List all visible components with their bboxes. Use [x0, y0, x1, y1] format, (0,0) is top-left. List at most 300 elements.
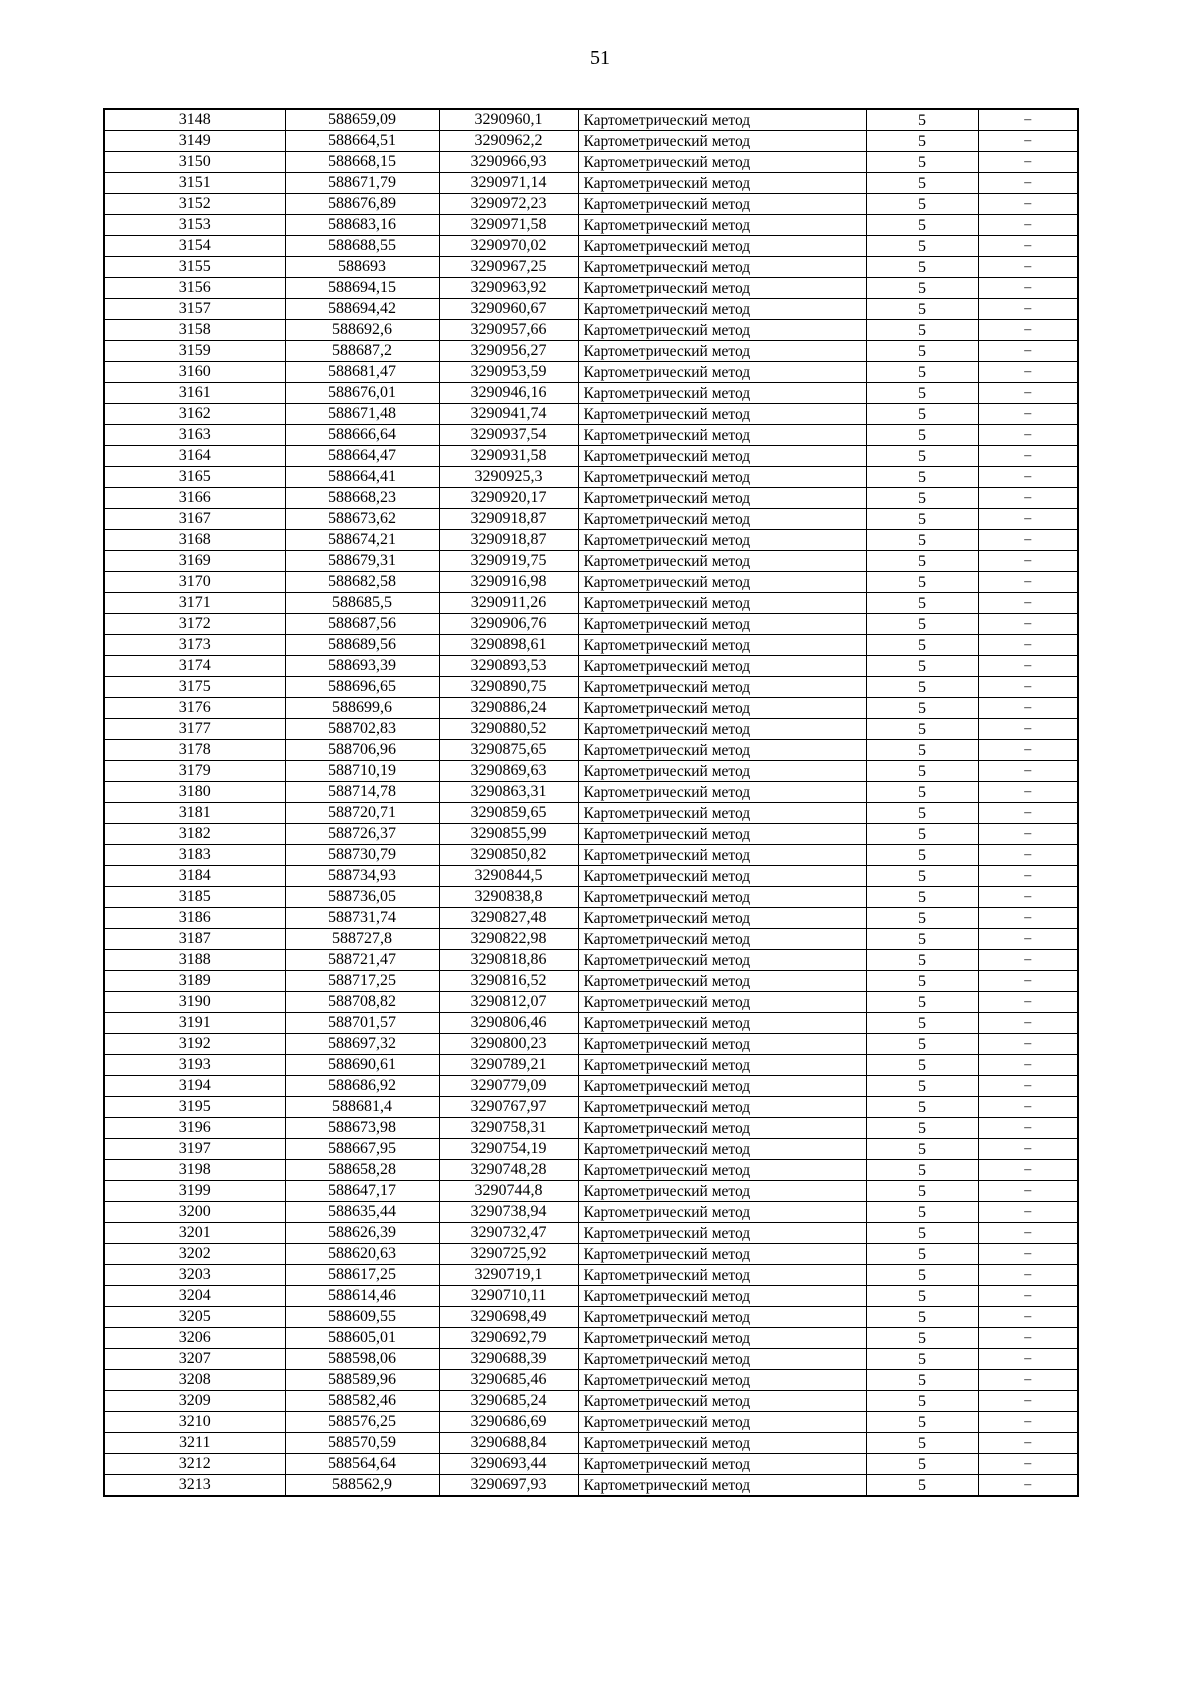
note-cell: –	[978, 320, 1078, 341]
x-coordinate-cell: 588598,06	[285, 1349, 439, 1370]
method-cell: Картометрический метод	[578, 614, 866, 635]
method-cell: Картометрический метод	[578, 341, 866, 362]
method-cell: Картометрический метод	[578, 1454, 866, 1475]
y-coordinate-cell: 3290946,16	[439, 383, 578, 404]
note-cell: –	[978, 908, 1078, 929]
point-number-cell: 3210	[104, 1412, 285, 1433]
y-coordinate-cell: 3290970,02	[439, 236, 578, 257]
accuracy-cell: 5	[866, 866, 978, 887]
x-coordinate-cell: 588617,25	[285, 1265, 439, 1286]
x-coordinate-cell: 588682,58	[285, 572, 439, 593]
accuracy-cell: 5	[866, 299, 978, 320]
method-cell: Картометрический метод	[578, 152, 866, 173]
note-cell: –	[978, 1370, 1078, 1391]
accuracy-cell: 5	[866, 1055, 978, 1076]
y-coordinate-cell: 3290918,87	[439, 530, 578, 551]
table-row	[104, 509, 1078, 530]
y-coordinate-cell: 3290963,92	[439, 278, 578, 299]
point-number-cell: 3169	[104, 551, 285, 572]
point-number-cell: 3193	[104, 1055, 285, 1076]
point-number-cell: 3212	[104, 1454, 285, 1475]
note-cell: –	[978, 341, 1078, 362]
table-row	[104, 572, 1078, 593]
note-cell: –	[978, 992, 1078, 1013]
note-cell: –	[978, 887, 1078, 908]
note-cell: –	[978, 1034, 1078, 1055]
point-number-cell: 3187	[104, 929, 285, 950]
x-coordinate-cell: 588721,47	[285, 950, 439, 971]
accuracy-cell: 5	[866, 215, 978, 236]
table-row	[104, 488, 1078, 509]
y-coordinate-cell: 3290953,59	[439, 362, 578, 383]
note-cell: –	[978, 593, 1078, 614]
method-cell: Картометрический метод	[578, 362, 866, 383]
y-coordinate-cell: 3290806,46	[439, 1013, 578, 1034]
note-cell: –	[978, 656, 1078, 677]
note-cell: –	[978, 467, 1078, 488]
table-row	[104, 656, 1078, 677]
note-cell: –	[978, 1181, 1078, 1202]
method-cell: Картометрический метод	[578, 887, 866, 908]
accuracy-cell: 5	[866, 383, 978, 404]
table-row	[104, 194, 1078, 215]
y-coordinate-cell: 3290710,11	[439, 1286, 578, 1307]
note-cell: –	[978, 1076, 1078, 1097]
point-number-cell: 3207	[104, 1349, 285, 1370]
point-number-cell: 3153	[104, 215, 285, 236]
y-coordinate-cell: 3290967,25	[439, 257, 578, 278]
note-cell: –	[978, 761, 1078, 782]
table-row	[104, 593, 1078, 614]
point-number-cell: 3173	[104, 635, 285, 656]
table-row	[104, 362, 1078, 383]
accuracy-cell: 5	[866, 446, 978, 467]
table-row	[104, 173, 1078, 194]
point-number-cell: 3171	[104, 593, 285, 614]
x-coordinate-cell: 588679,31	[285, 551, 439, 572]
note-cell: –	[978, 257, 1078, 278]
table-row	[104, 1139, 1078, 1160]
accuracy-cell: 5	[866, 1181, 978, 1202]
method-cell: Картометрический метод	[578, 677, 866, 698]
accuracy-cell: 5	[866, 194, 978, 215]
accuracy-cell: 5	[866, 1118, 978, 1139]
note-cell: –	[978, 1475, 1078, 1497]
method-cell: Картометрический метод	[578, 656, 866, 677]
table-row	[104, 866, 1078, 887]
accuracy-cell: 5	[866, 929, 978, 950]
table-row	[104, 614, 1078, 635]
note-cell: –	[978, 1139, 1078, 1160]
x-coordinate-cell: 588701,57	[285, 1013, 439, 1034]
method-cell: Картометрический метод	[578, 1286, 866, 1307]
point-number-cell: 3175	[104, 677, 285, 698]
accuracy-cell: 5	[866, 362, 978, 383]
table-row	[104, 635, 1078, 656]
table-row	[104, 908, 1078, 929]
accuracy-cell: 5	[866, 1139, 978, 1160]
method-cell: Картометрический метод	[578, 782, 866, 803]
point-number-cell: 3155	[104, 257, 285, 278]
x-coordinate-cell: 588726,37	[285, 824, 439, 845]
accuracy-cell: 5	[866, 677, 978, 698]
accuracy-cell: 5	[866, 803, 978, 824]
y-coordinate-cell: 3290693,44	[439, 1454, 578, 1475]
x-coordinate-cell: 588690,61	[285, 1055, 439, 1076]
y-coordinate-cell: 3290941,74	[439, 404, 578, 425]
point-number-cell: 3154	[104, 236, 285, 257]
point-number-cell: 3159	[104, 341, 285, 362]
table-row	[104, 992, 1078, 1013]
y-coordinate-cell: 3290827,48	[439, 908, 578, 929]
accuracy-cell: 5	[866, 1013, 978, 1034]
table-row	[104, 1202, 1078, 1223]
accuracy-cell: 5	[866, 635, 978, 656]
method-cell: Картометрический метод	[578, 1055, 866, 1076]
method-cell: Картометрический метод	[578, 257, 866, 278]
method-cell: Картометрический метод	[578, 488, 866, 509]
accuracy-cell: 5	[866, 278, 978, 299]
note-cell: –	[978, 971, 1078, 992]
y-coordinate-cell: 3290685,24	[439, 1391, 578, 1412]
table-row	[104, 1076, 1078, 1097]
note-cell: –	[978, 236, 1078, 257]
accuracy-cell: 5	[866, 1223, 978, 1244]
x-coordinate-cell: 588589,96	[285, 1370, 439, 1391]
x-coordinate-cell: 588693,39	[285, 656, 439, 677]
x-coordinate-cell: 588676,01	[285, 383, 439, 404]
x-coordinate-cell: 588658,28	[285, 1160, 439, 1181]
y-coordinate-cell: 3290732,47	[439, 1223, 578, 1244]
table-row	[104, 1034, 1078, 1055]
note-cell: –	[978, 1454, 1078, 1475]
note-cell: –	[978, 194, 1078, 215]
table-row	[104, 320, 1078, 341]
point-number-cell: 3172	[104, 614, 285, 635]
note-cell: –	[978, 215, 1078, 236]
table-row	[104, 109, 1078, 131]
accuracy-cell: 5	[866, 1412, 978, 1433]
x-coordinate-cell: 588668,23	[285, 488, 439, 509]
table-row	[104, 278, 1078, 299]
x-coordinate-cell: 588710,19	[285, 761, 439, 782]
x-coordinate-cell: 588576,25	[285, 1412, 439, 1433]
x-coordinate-cell: 588647,17	[285, 1181, 439, 1202]
accuracy-cell: 5	[866, 950, 978, 971]
accuracy-cell: 5	[866, 530, 978, 551]
point-number-cell: 3181	[104, 803, 285, 824]
note-cell: –	[978, 1265, 1078, 1286]
point-number-cell: 3163	[104, 425, 285, 446]
method-cell: Картометрический метод	[578, 131, 866, 152]
accuracy-cell: 5	[866, 572, 978, 593]
point-number-cell: 3170	[104, 572, 285, 593]
accuracy-cell: 5	[866, 719, 978, 740]
point-number-cell: 3185	[104, 887, 285, 908]
x-coordinate-cell: 588688,55	[285, 236, 439, 257]
table-row	[104, 425, 1078, 446]
table-row	[104, 950, 1078, 971]
note-cell: –	[978, 572, 1078, 593]
note-cell: –	[978, 1055, 1078, 1076]
note-cell: –	[978, 614, 1078, 635]
note-cell: –	[978, 1349, 1078, 1370]
accuracy-cell: 5	[866, 152, 978, 173]
x-coordinate-cell: 588626,39	[285, 1223, 439, 1244]
method-cell: Картометрический метод	[578, 572, 866, 593]
method-cell: Картометрический метод	[578, 1223, 866, 1244]
x-coordinate-cell: 588736,05	[285, 887, 439, 908]
y-coordinate-cell: 3290685,46	[439, 1370, 578, 1391]
table-row	[104, 257, 1078, 278]
method-cell: Картометрический метод	[578, 1181, 866, 1202]
x-coordinate-cell: 588696,65	[285, 677, 439, 698]
accuracy-cell: 5	[866, 971, 978, 992]
method-cell: Картометрический метод	[578, 551, 866, 572]
method-cell: Картометрический метод	[578, 1391, 866, 1412]
point-number-cell: 3152	[104, 194, 285, 215]
table-row	[104, 1412, 1078, 1433]
method-cell: Картометрический метод	[578, 866, 866, 887]
accuracy-cell: 5	[866, 551, 978, 572]
table-row	[104, 1475, 1078, 1497]
y-coordinate-cell: 3290698,49	[439, 1307, 578, 1328]
point-number-cell: 3188	[104, 950, 285, 971]
point-number-cell: 3206	[104, 1328, 285, 1349]
point-number-cell: 3158	[104, 320, 285, 341]
y-coordinate-cell: 3290906,76	[439, 614, 578, 635]
note-cell: –	[978, 173, 1078, 194]
table-row	[104, 131, 1078, 152]
x-coordinate-cell: 588702,83	[285, 719, 439, 740]
y-coordinate-cell: 3290758,31	[439, 1118, 578, 1139]
y-coordinate-cell: 3290920,17	[439, 488, 578, 509]
point-number-cell: 3176	[104, 698, 285, 719]
table-row	[104, 341, 1078, 362]
x-coordinate-cell: 588681,47	[285, 362, 439, 383]
note-cell: –	[978, 109, 1078, 131]
method-cell: Картометрический метод	[578, 635, 866, 656]
point-number-cell: 3166	[104, 488, 285, 509]
table-row	[104, 1181, 1078, 1202]
y-coordinate-cell: 3290789,21	[439, 1055, 578, 1076]
method-cell: Картометрический метод	[578, 908, 866, 929]
coordinates-table-body	[104, 109, 1078, 1496]
note-cell: –	[978, 131, 1078, 152]
point-number-cell: 3190	[104, 992, 285, 1013]
y-coordinate-cell: 3290754,19	[439, 1139, 578, 1160]
accuracy-cell: 5	[866, 1265, 978, 1286]
accuracy-cell: 5	[866, 1454, 978, 1475]
note-cell: –	[978, 1286, 1078, 1307]
point-number-cell: 3196	[104, 1118, 285, 1139]
y-coordinate-cell: 3290966,93	[439, 152, 578, 173]
method-cell: Картометрический метод	[578, 950, 866, 971]
x-coordinate-cell: 588620,63	[285, 1244, 439, 1265]
method-cell: Картометрический метод	[578, 1013, 866, 1034]
table-row	[104, 383, 1078, 404]
y-coordinate-cell: 3290960,1	[439, 109, 578, 131]
table-row	[104, 677, 1078, 698]
method-cell: Картометрический метод	[578, 929, 866, 950]
accuracy-cell: 5	[866, 1160, 978, 1181]
accuracy-cell: 5	[866, 1475, 978, 1497]
table-row	[104, 698, 1078, 719]
accuracy-cell: 5	[866, 1349, 978, 1370]
accuracy-cell: 5	[866, 824, 978, 845]
y-coordinate-cell: 3290886,24	[439, 698, 578, 719]
table-row	[104, 1433, 1078, 1454]
accuracy-cell: 5	[866, 1076, 978, 1097]
point-number-cell: 3199	[104, 1181, 285, 1202]
note-cell: –	[978, 488, 1078, 509]
x-coordinate-cell: 588582,46	[285, 1391, 439, 1412]
note-cell: –	[978, 782, 1078, 803]
x-coordinate-cell: 588720,71	[285, 803, 439, 824]
point-number-cell: 3179	[104, 761, 285, 782]
table-row	[104, 152, 1078, 173]
point-number-cell: 3202	[104, 1244, 285, 1265]
method-cell: Картометрический метод	[578, 992, 866, 1013]
point-number-cell: 3205	[104, 1307, 285, 1328]
method-cell: Картометрический метод	[578, 320, 866, 341]
table-row	[104, 887, 1078, 908]
note-cell: –	[978, 530, 1078, 551]
accuracy-cell: 5	[866, 593, 978, 614]
accuracy-cell: 5	[866, 1244, 978, 1265]
y-coordinate-cell: 3290767,97	[439, 1097, 578, 1118]
point-number-cell: 3209	[104, 1391, 285, 1412]
x-coordinate-cell: 588706,96	[285, 740, 439, 761]
table-row	[104, 1391, 1078, 1412]
table-row	[104, 446, 1078, 467]
y-coordinate-cell: 3290844,5	[439, 866, 578, 887]
y-coordinate-cell: 3290971,58	[439, 215, 578, 236]
x-coordinate-cell: 588570,59	[285, 1433, 439, 1454]
point-number-cell: 3157	[104, 299, 285, 320]
y-coordinate-cell: 3290971,14	[439, 173, 578, 194]
note-cell: –	[978, 845, 1078, 866]
note-cell: –	[978, 635, 1078, 656]
y-coordinate-cell: 3290918,87	[439, 509, 578, 530]
x-coordinate-cell: 588694,15	[285, 278, 439, 299]
method-cell: Картометрический метод	[578, 1370, 866, 1391]
point-number-cell: 3186	[104, 908, 285, 929]
note-cell: –	[978, 1391, 1078, 1412]
table-row	[104, 1286, 1078, 1307]
point-number-cell: 3201	[104, 1223, 285, 1244]
table-row	[104, 1118, 1078, 1139]
note-cell: –	[978, 698, 1078, 719]
method-cell: Картометрический метод	[578, 1160, 866, 1181]
note-cell: –	[978, 1013, 1078, 1034]
table-row	[104, 761, 1078, 782]
y-coordinate-cell: 3290688,39	[439, 1349, 578, 1370]
coordinates-table	[103, 108, 1079, 1497]
table-row	[104, 824, 1078, 845]
table-row	[104, 530, 1078, 551]
method-cell: Картометрический метод	[578, 215, 866, 236]
method-cell: Картометрический метод	[578, 278, 866, 299]
y-coordinate-cell: 3290931,58	[439, 446, 578, 467]
point-number-cell: 3151	[104, 173, 285, 194]
table-row	[104, 929, 1078, 950]
point-number-cell: 3156	[104, 278, 285, 299]
point-number-cell: 3191	[104, 1013, 285, 1034]
x-coordinate-cell: 588676,89	[285, 194, 439, 215]
note-cell: –	[978, 1328, 1078, 1349]
y-coordinate-cell: 3290855,99	[439, 824, 578, 845]
table-row	[104, 1370, 1078, 1391]
accuracy-cell: 5	[866, 782, 978, 803]
accuracy-cell: 5	[866, 467, 978, 488]
y-coordinate-cell: 3290725,92	[439, 1244, 578, 1265]
table-row	[104, 551, 1078, 572]
method-cell: Картометрический метод	[578, 1034, 866, 1055]
x-coordinate-cell: 588635,44	[285, 1202, 439, 1223]
accuracy-cell: 5	[866, 1034, 978, 1055]
y-coordinate-cell: 3290890,75	[439, 677, 578, 698]
accuracy-cell: 5	[866, 1433, 978, 1454]
accuracy-cell: 5	[866, 740, 978, 761]
point-number-cell: 3149	[104, 131, 285, 152]
method-cell: Картометрический метод	[578, 1328, 866, 1349]
note-cell: –	[978, 152, 1078, 173]
note-cell: –	[978, 299, 1078, 320]
note-cell: –	[978, 425, 1078, 446]
point-number-cell: 3203	[104, 1265, 285, 1286]
method-cell: Картометрический метод	[578, 593, 866, 614]
note-cell: –	[978, 1412, 1078, 1433]
method-cell: Картометрический метод	[578, 1265, 866, 1286]
note-cell: –	[978, 929, 1078, 950]
note-cell: –	[978, 362, 1078, 383]
y-coordinate-cell: 3290822,98	[439, 929, 578, 950]
method-cell: Картометрический метод	[578, 698, 866, 719]
point-number-cell: 3204	[104, 1286, 285, 1307]
method-cell: Картометрический метод	[578, 740, 866, 761]
method-cell: Картометрический метод	[578, 425, 866, 446]
point-number-cell: 3168	[104, 530, 285, 551]
x-coordinate-cell: 588708,82	[285, 992, 439, 1013]
method-cell: Картометрический метод	[578, 109, 866, 131]
table-row	[104, 1265, 1078, 1286]
y-coordinate-cell: 3290800,23	[439, 1034, 578, 1055]
point-number-cell: 3165	[104, 467, 285, 488]
y-coordinate-cell: 3290893,53	[439, 656, 578, 677]
accuracy-cell: 5	[866, 908, 978, 929]
page-number: 51	[590, 47, 610, 69]
table-row	[104, 1454, 1078, 1475]
method-cell: Картометрический метод	[578, 404, 866, 425]
accuracy-cell: 5	[866, 236, 978, 257]
point-number-cell: 3194	[104, 1076, 285, 1097]
x-coordinate-cell: 588699,6	[285, 698, 439, 719]
table-row	[104, 215, 1078, 236]
accuracy-cell: 5	[866, 887, 978, 908]
y-coordinate-cell: 3290869,63	[439, 761, 578, 782]
x-coordinate-cell: 588689,56	[285, 635, 439, 656]
y-coordinate-cell: 3290875,65	[439, 740, 578, 761]
y-coordinate-cell: 3290925,3	[439, 467, 578, 488]
x-coordinate-cell: 588664,47	[285, 446, 439, 467]
method-cell: Картометрический метод	[578, 467, 866, 488]
note-cell: –	[978, 803, 1078, 824]
table-row	[104, 299, 1078, 320]
y-coordinate-cell: 3290697,93	[439, 1475, 578, 1497]
note-cell: –	[978, 1433, 1078, 1454]
point-number-cell: 3178	[104, 740, 285, 761]
